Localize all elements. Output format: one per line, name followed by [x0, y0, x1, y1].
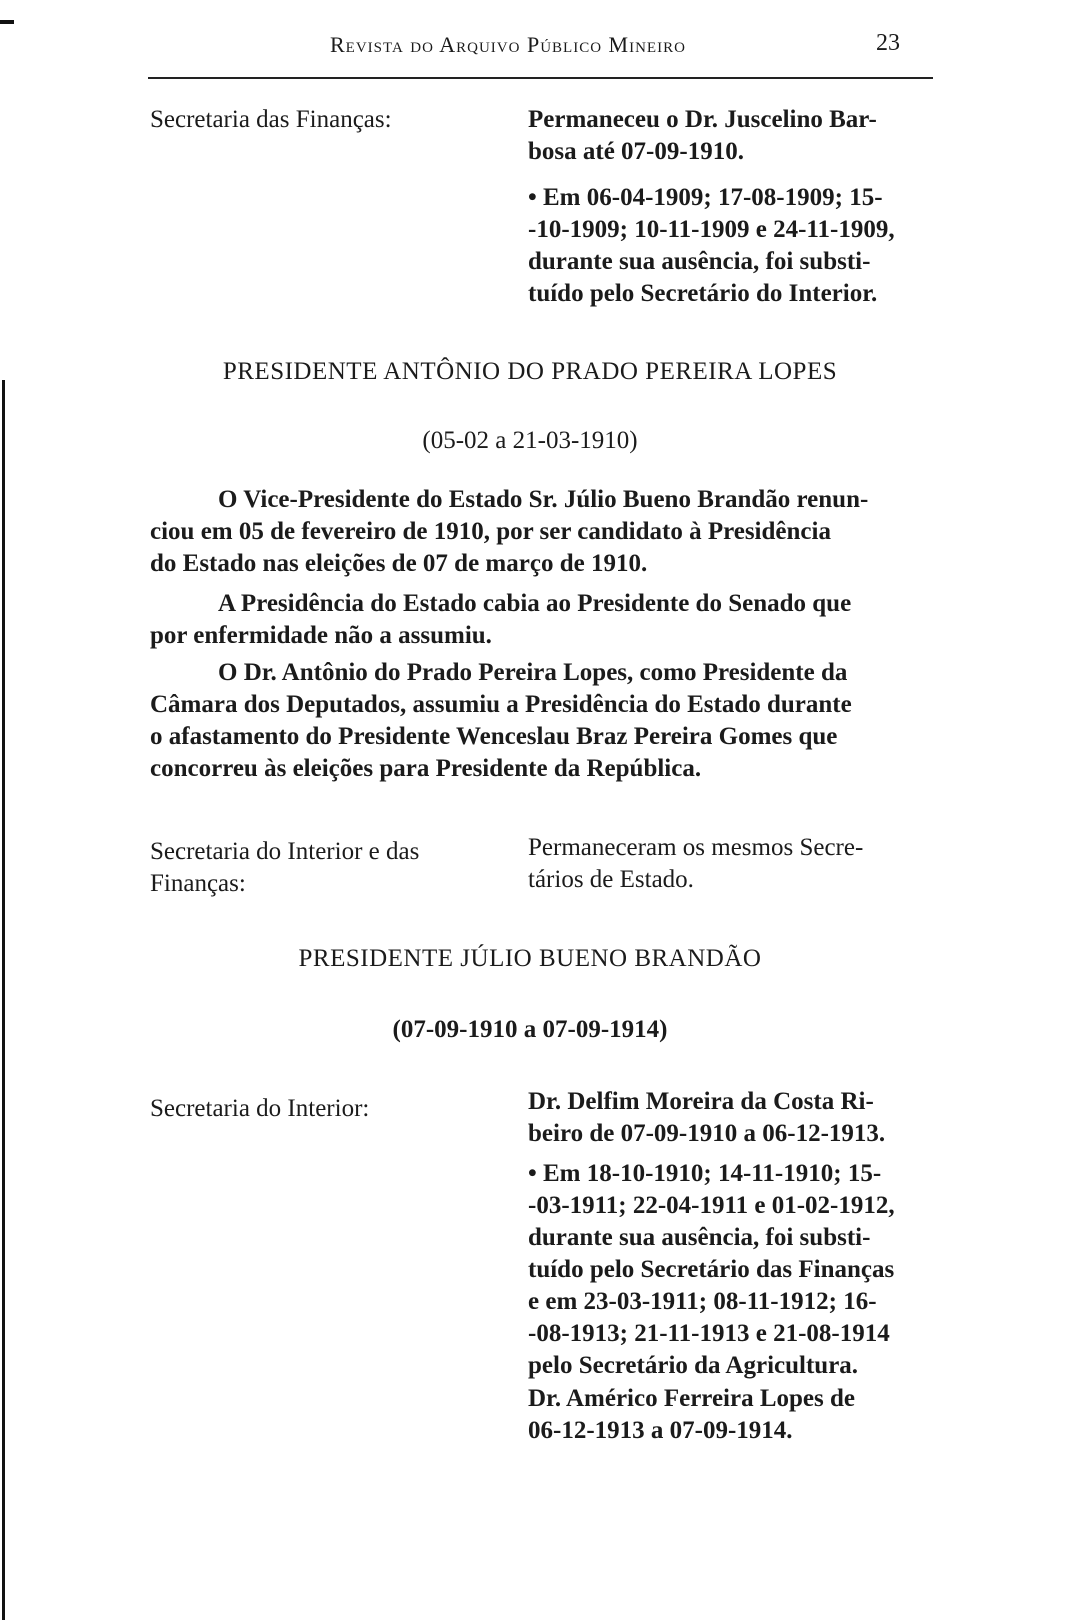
- text-line: tuído pelo Secretário do Interior.: [528, 280, 878, 307]
- text-line: O Vice-Presidente do Estado Sr. Júlio Bueno Brandão renun-: [218, 486, 869, 513]
- text-line: o afastamento do Presidente Wenceslau Braz Pereira Gomes que: [150, 723, 838, 750]
- paragraph: [150, 484, 910, 580]
- section-dates: (05-02 a 21-03-1910): [422, 427, 638, 454]
- text-line: Permaneceu o Dr. Juscelino Bar-: [528, 106, 877, 133]
- text-line: -08-1913; 21-11-1913 e 21-08-1914: [528, 1320, 890, 1347]
- text-line: Câmara dos Deputados, assumiu a Presidência do Estado durante: [150, 691, 852, 718]
- interior-entry: [528, 1086, 908, 1150]
- text-line: Secretaria do Interior e das: [150, 838, 420, 865]
- section-heading: PRESIDENTE ANTÔNIO DO PRADO PEREIRA LOPES: [222, 358, 838, 385]
- text-line: -03-1911; 22-04-1911 e 01-02-1912,: [528, 1192, 895, 1219]
- text-line: bosa até 07-09-1910.: [528, 138, 744, 165]
- text-line: durante sua ausência, foi substi-: [528, 1224, 871, 1251]
- interior-financas-entry: [528, 832, 908, 896]
- interior-note: [528, 1158, 908, 1382]
- header-rule: [148, 77, 933, 79]
- section-heading: PRESIDENTE JÚLIO BUENO BRANDÃO: [298, 945, 762, 972]
- text-line: Finanças:: [150, 870, 246, 897]
- financas-entry: [528, 104, 908, 168]
- text-line: • Em 18-10-1910; 14-11-1910; 15-: [528, 1160, 882, 1187]
- section-label-interior-financas: [150, 836, 490, 900]
- text-line: Dr. Delfim Moreira da Costa Ri-: [528, 1088, 874, 1115]
- page-number: 23: [876, 30, 900, 56]
- text-line: tários de Estado.: [528, 866, 694, 893]
- text-line: concorreu às eleições para Presidente da República.: [150, 755, 702, 782]
- text-line: O Dr. Antônio do Prado Pereira Lopes, como Presidente da: [218, 659, 848, 686]
- text-line: A Presidência do Estado cabia ao Presidente do Senado que: [218, 590, 852, 617]
- text-line: por enfermidade não a assumiu.: [150, 622, 492, 649]
- text-line: Dr. Américo Ferreira Lopes de: [528, 1385, 855, 1412]
- scan-edge-mark: [2, 380, 5, 1620]
- text-line: Permaneceram os mesmos Secre-: [528, 834, 864, 861]
- section-dates: (07-09-1910 a 07-09-1914): [392, 1016, 668, 1043]
- section-label-financas: Secretaria das Finanças:: [150, 106, 392, 133]
- interior-final: [528, 1383, 908, 1447]
- text-line: e em 23-03-1911; 08-11-1912; 16-: [528, 1288, 877, 1315]
- paragraph: [150, 588, 910, 652]
- section-label-interior: Secretaria do Interior:: [150, 1095, 370, 1122]
- text-line: ciou em 05 de fevereiro de 1910, por ser candidato à Presidência: [150, 518, 831, 545]
- text-line: • Em 06-04-1909; 17-08-1909; 15-: [528, 184, 883, 211]
- paragraph: [150, 657, 910, 785]
- text-line: beiro de 07-09-1910 a 06-12-1913.: [528, 1120, 886, 1147]
- financas-note: [528, 182, 908, 310]
- text-line: pelo Secretário da Agricultura.: [528, 1352, 859, 1379]
- text-line: tuído pelo Secretário das Finanças: [528, 1256, 895, 1283]
- scan-edge-mark: [0, 20, 14, 24]
- journal-title: Revista do Arquivo Público Mineiro: [330, 32, 686, 57]
- text-line: do Estado nas eleições de 07 de março de 1910.: [150, 550, 648, 577]
- text-line: 06-12-1913 a 07-09-1914.: [528, 1417, 793, 1444]
- text-line: durante sua ausência, foi substi-: [528, 248, 871, 275]
- text-line: -10-1909; 10-11-1909 e 24-11-1909,: [528, 216, 895, 243]
